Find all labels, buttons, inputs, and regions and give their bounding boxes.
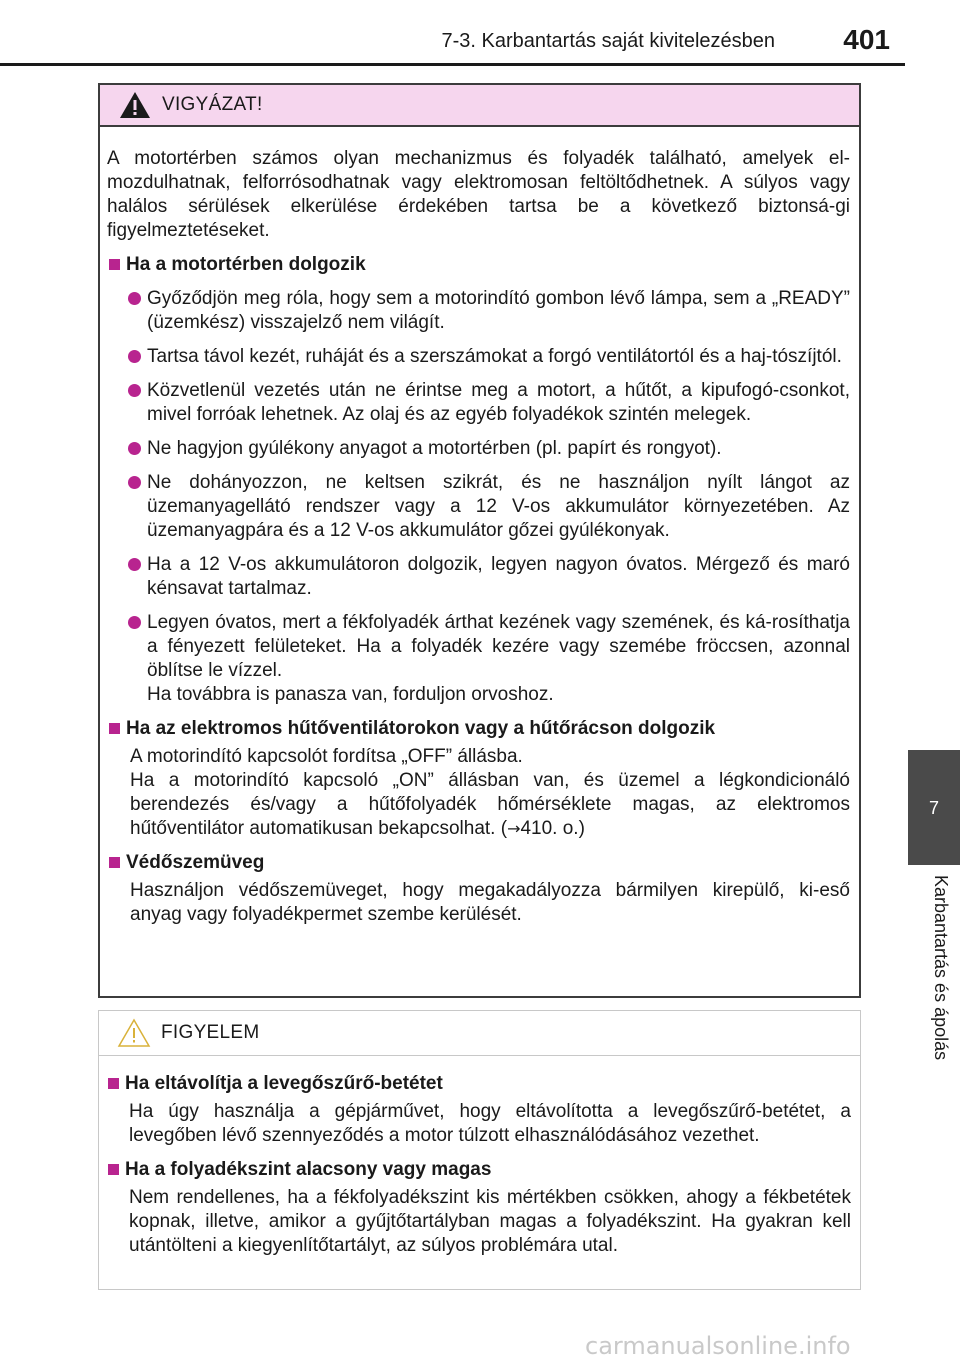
warning-body [100, 127, 859, 927]
warning-box [98, 83, 861, 998]
square-bullet-icon [108, 1164, 119, 1175]
list-item [107, 379, 850, 427]
section-heading-text: Védőszemüveg [126, 852, 265, 873]
warning-title: VIGYÁZAT! [162, 94, 263, 115]
section-title: 7-3. Karbantartás saját kivitelezésben [441, 30, 775, 52]
section-heading [107, 851, 850, 875]
section-paragraph: Használjon védőszemüveget, hogy megakadályozza bármilyen kirepülő, ki-eső anyag vagy folyadékpermet szembe kerülését. [130, 880, 850, 925]
list-item-text: Ne hagyjon gyúlékony anyagot a motortérben (pl. papírt és rongyot). [147, 438, 722, 459]
chapter-title: Karbantartás és ápolás [931, 875, 951, 1061]
list-item [107, 471, 850, 543]
section-heading [106, 1072, 851, 1096]
notice-title: FIGYELEM [161, 1022, 260, 1043]
list-item [107, 611, 850, 707]
warning-triangle-icon [118, 90, 152, 120]
round-bullet-icon [128, 384, 141, 397]
list-item [107, 287, 850, 335]
section-heading-text: Ha a folyadékszint alacsony vagy magas [125, 1159, 492, 1180]
round-bullet-icon [128, 476, 141, 489]
section-paragraph [107, 769, 850, 841]
list-item [107, 437, 850, 461]
section-heading [107, 717, 850, 741]
page-reference: 410. o.) [520, 818, 585, 839]
chapter-number: 7 [928, 798, 939, 818]
section-paragraph: Ha úgy használja a gépjárművet, hogy eltávolította a levegőszűrő-betétet, a levegőben lévő szennyeződés a motor túlzott elhasználódásához vezethet. [129, 1101, 851, 1146]
list-item-text: Győződjön meg róla, hogy sem a motorindító gombon lévő lámpa, sem a „READY” (üzemkész) visszajelző nem világít. [147, 288, 850, 333]
list-item [107, 553, 850, 601]
list-item-text: Ha a 12 V-os akkumulátoron dolgozik, legyen nagyon óvatos. Mérgező és maró kénsavat tartalmaz. [147, 554, 850, 599]
chapter-tab [908, 750, 960, 865]
list-item-text: Ne dohányozzon, ne keltsen szikrát, és ne használjon nyílt lángot az üzemanyagellátó rendszer vagy a 12 V-os akkumulátor környezetében. Az üzemanyagpára és a 12 V-os akkumulátor gőzei gyúlékonyak. [147, 472, 850, 541]
notice-body [99, 1056, 860, 1258]
round-bullet-icon [128, 558, 141, 571]
section-heading-text: Ha a motortérben dolgozik [126, 254, 366, 275]
round-bullet-icon [128, 292, 141, 305]
square-bullet-icon [109, 259, 120, 270]
list-item [107, 345, 850, 369]
section-heading [106, 1158, 851, 1182]
section-heading-text: Ha eltávolítja a levegőszűrő-betétet [125, 1073, 443, 1094]
paragraph-text: Ha a motorindító kapcsoló „ON” állásban van, és üzemel a légkondicionáló berendezés és/vagy a hűtőfolyadék hőmérséklete magas, az elektromos hűtőventilátor automatikusan bekapcsolhat. ( [130, 770, 850, 839]
notice-header [99, 1011, 860, 1056]
square-bullet-icon [109, 857, 120, 868]
list-item-text-main: Legyen óvatos, mert a fékfolyadék árthat kezének vagy szemének, és ká-rosíthatja a fényezett felületeket. Ha a folyadék kezére vagy szemébe fröccsen, azonnal öblítse le vízzel. [147, 612, 850, 681]
page-reference-arrow-icon: → [507, 819, 521, 838]
warning-header [100, 85, 859, 127]
page-number: 401 [843, 24, 890, 55]
notice-box [98, 1010, 861, 1290]
header-rule [0, 63, 905, 66]
warning-intro: A motortérben számos olyan mechanizmus és folyadék található, amelyek el-mozdulhatnak, felforrósodhatnak vagy elektromosan feltöltődhetnek. A súlyos vagy halálos sérülések elkerülése érdekében tartsa be a következő biztonsá-gi figyelmeztetéseket. [107, 148, 850, 241]
round-bullet-icon [128, 616, 141, 629]
list-item-continuation: Ha továbbra is panasza van, forduljon orvoshoz. [147, 684, 554, 705]
watermark: carmanualsonline.info [585, 1332, 851, 1360]
square-bullet-icon [108, 1078, 119, 1089]
round-bullet-icon [128, 350, 141, 363]
list-item-text: Tartsa távol kezét, ruháját és a szerszámokat a forgó ventilátortól és a haj-tószíjtól. [147, 346, 842, 367]
caution-triangle-icon [117, 1018, 151, 1048]
round-bullet-icon [128, 442, 141, 455]
square-bullet-icon [109, 723, 120, 734]
list-item-text [147, 611, 850, 707]
list-item-text: Közvetlenül vezetés után ne érintse meg a motort, a hűtőt, a kipufogó-csonkot, mivel forróak lehetnek. Az olaj és az egyéb folyadékok szintén melegek. [147, 380, 850, 425]
section-paragraph: A motorindító kapcsolót fordítsa „OFF” állásba. [130, 746, 523, 767]
section-paragraph: Nem rendellenes, ha a fékfolyadékszint kis mértékben csökken, ahogy a fékbetétek kopnak, illetve, amikor a gyűjtőtartályban magas a folyadékszint. Ha gyakran kell utántölteni a kiegyenlítőtartályt, az súlyos problémára utal. [129, 1187, 851, 1256]
section-heading [107, 253, 850, 277]
section-heading-text: Ha az elektromos hűtőventilátorokon vagy a hűtőrácson dolgozik [126, 718, 716, 739]
